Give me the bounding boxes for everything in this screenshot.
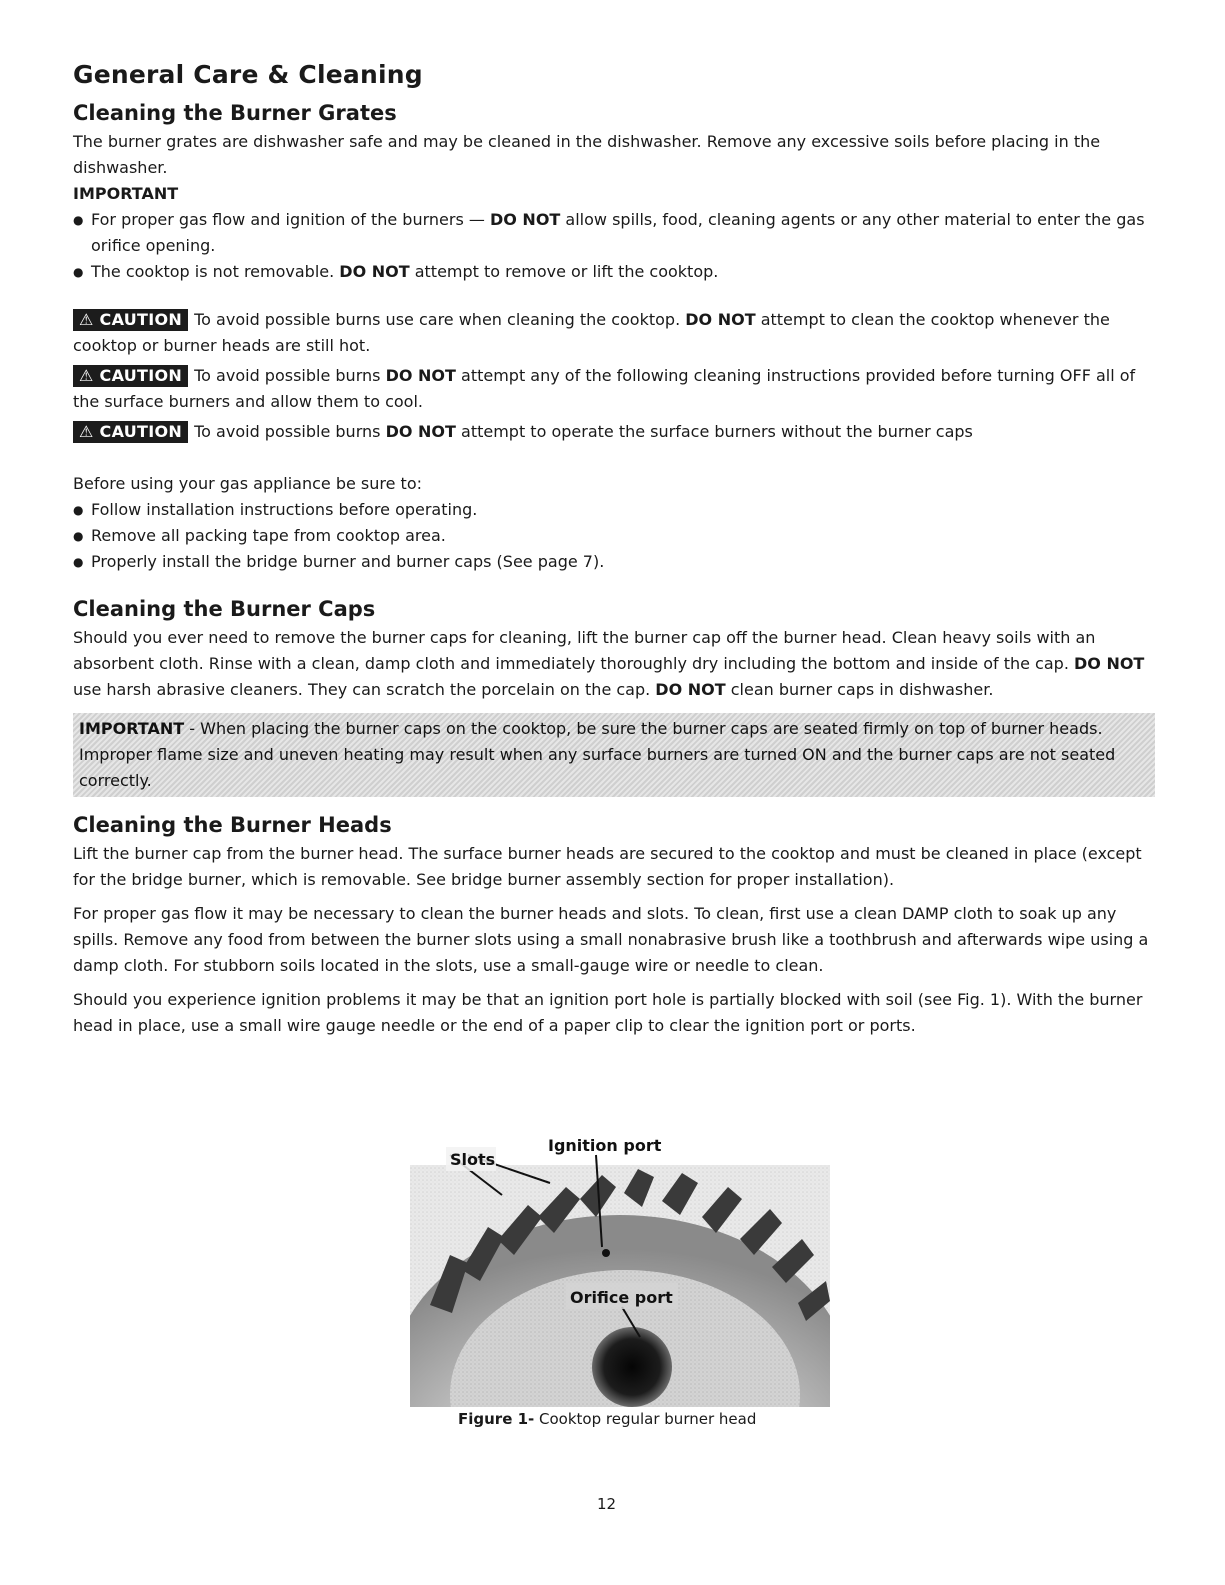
label-orifice-port: Orifice port (570, 1288, 673, 1307)
caution-badge: ⚠ CAUTION (73, 365, 188, 387)
list-item: ● The cooktop is not removable. DO NOT attempt to remove or lift the cooktop. (73, 259, 1155, 285)
burner-head-figure (410, 1135, 830, 1407)
heads-para-3: Should you experience ignition problems it may be that an ignition port hole is partially blocked with soil (see Fig. 1). With the burner head in place, use a small wire gauge needle or the end of a paper clip to clear the ignition port or ports. (73, 990, 1143, 1035)
grates-bullets (73, 207, 1155, 285)
warning-icon: ⚠ (79, 422, 94, 441)
caution-badge: ⚠ CAUTION (73, 421, 188, 443)
caution-badge: ⚠ CAUTION (73, 309, 188, 331)
page-content (73, 60, 1155, 1039)
important-notice: IMPORTANT - When placing the burner caps on the cooktop, be sure the burner caps are seated firmly on top of burner heads. Improper flame size and uneven heating may result when any surface burners are turned ON and the burner caps are not seated correctly. (73, 713, 1155, 797)
grates-body: The burner grates are dishwasher safe and may be cleaned in the dishwasher. Remove any excessive soils before placing in the dishwasher. (73, 132, 1101, 177)
heads-para-2: For proper gas flow it may be necessary to clean the burner heads and slots. To clean, first use a clean DAMP cloth to soak up any spills. Remove any food from between the burner slots using a small nonabrasive brush like a toothbrush and afterwards wipe using a damp cloth. For stubborn soils located in the slots, use a small-gauge wire or needle to clean. (73, 904, 1149, 975)
page-title: General Care & Cleaning (73, 60, 423, 89)
section-heading-heads: Cleaning the Burner Heads (73, 813, 392, 837)
list-item: ● Properly install the bridge burner and burner caps (See page 7). (73, 549, 1155, 575)
page-number: 12 (597, 1495, 617, 1513)
caution-3: ⚠ CAUTION To avoid possible burns DO NOT attempt to operate the surface burners without the burner caps (73, 419, 1155, 445)
caution-1: ⚠ CAUTION To avoid possible burns use care when cleaning the cooktop. DO NOT attempt to clean the cooktop whenever the cooktop or burner heads are still hot. (73, 310, 1110, 355)
caps-body: Should you ever need to remove the burner caps for cleaning, lift the burner cap off the burner head. Clean heavy soils with an absorbent cloth. Rinse with a clean, damp cloth and immediately thoroughly dry including the bottom and inside of the cap. DO NOT use harsh abrasive cleaners. They can scratch the porcelain on the cap. DO NOT clean burner caps in dishwasher. (73, 628, 1145, 699)
burner-photo (410, 1135, 830, 1407)
list-item: ● For proper gas flow and ignition of the burners — DO NOT allow spills, food, cleaning agents or any other material to enter the gas orifice opening. (73, 207, 1155, 259)
section-heading-caps: Cleaning the Burner Caps (73, 597, 376, 621)
important-label: IMPORTANT (73, 184, 179, 203)
heads-para-1: Lift the burner cap from the burner head. The surface burner heads are secured to the cooktop and must be cleaned in place (except for the bridge burner, which is removable. See bridge burner assembly section for proper installation). (73, 844, 1142, 889)
label-ignition-port: Ignition port (548, 1136, 662, 1155)
section-heading-grates: Cleaning the Burner Grates (73, 101, 397, 125)
warning-icon: ⚠ (79, 310, 94, 329)
caution-2: ⚠ CAUTION To avoid possible burns DO NOT attempt any of the following cleaning instructions provided before turning OFF all of the surface burners and allow them to cool. (73, 366, 1136, 411)
warning-icon: ⚠ (79, 366, 94, 385)
list-item: ● Remove all packing tape from cooktop area. (73, 523, 1155, 549)
list-item: ● Follow installation instructions before operating. (73, 497, 1155, 523)
before-list (73, 497, 1155, 575)
figure-caption: Figure 1- Cooktop regular burner head (458, 1410, 757, 1428)
label-slots: Slots (450, 1150, 496, 1169)
before-intro: Before using your gas appliance be sure to: (73, 474, 422, 493)
